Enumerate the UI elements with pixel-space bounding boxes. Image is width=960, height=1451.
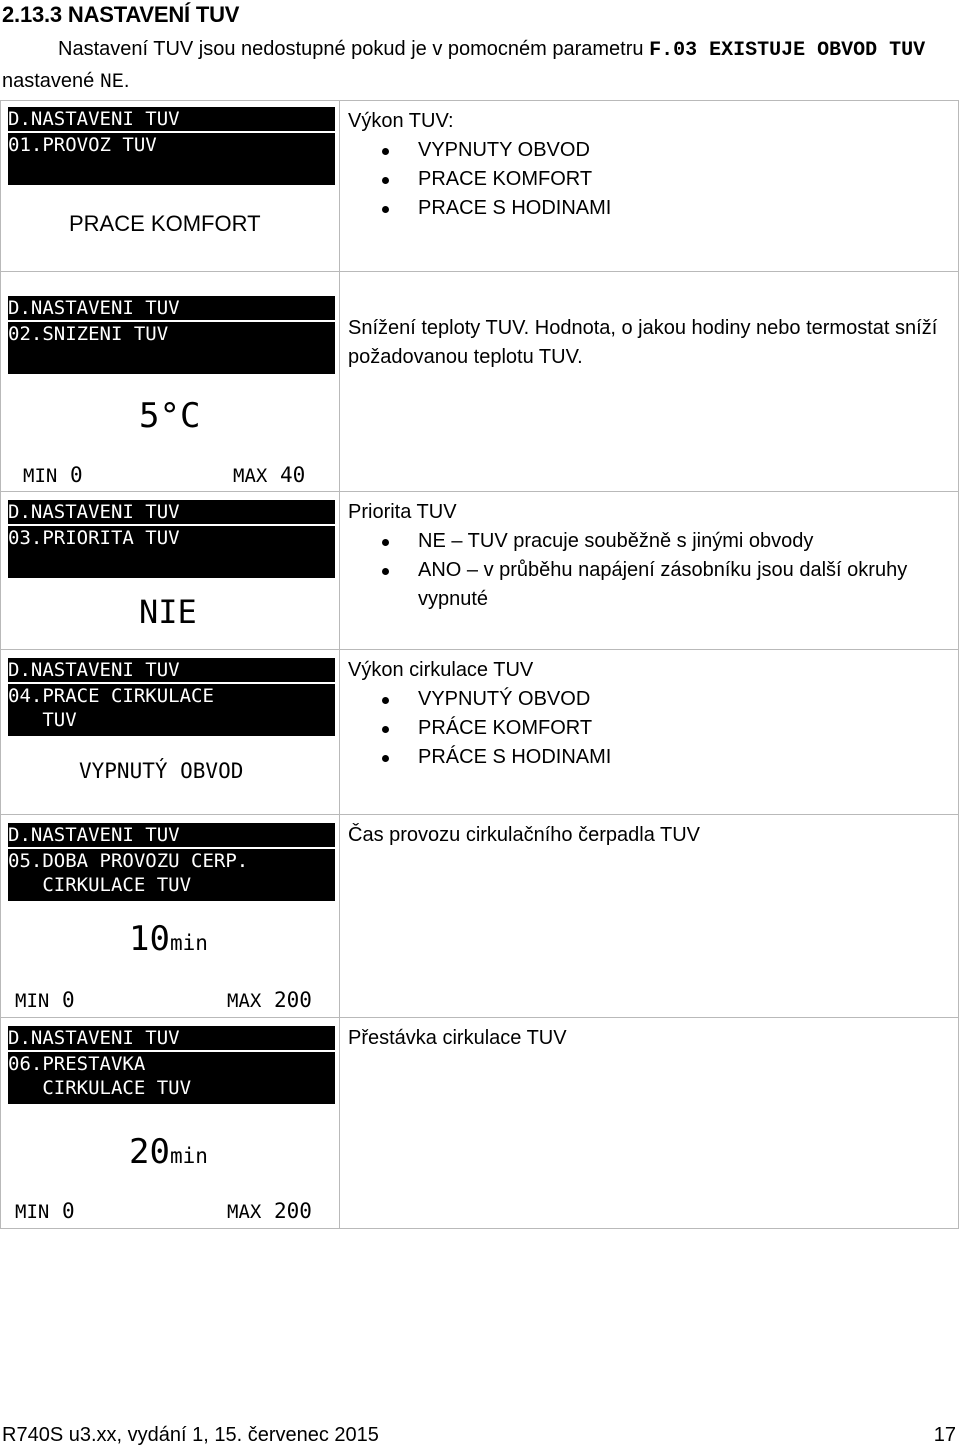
section-intro [2,34,958,98]
parameter-description [340,815,959,1018]
lcd-display [1,1018,340,1229]
lcd-max: MAX 200 [227,988,312,1012]
lcd-bar-parameter [8,849,335,901]
lcd-display [1,815,340,1018]
lcd-value: NIE [139,593,197,631]
intro-parameter-code: F.03 EXISTUJE OBVOD TUV [649,39,926,62]
lcd-bar-parameter [8,1052,335,1104]
lcd-parameter-name: 02.SNIZENI TUV [8,323,169,345]
parameter-description [340,492,959,650]
list-item: ANO – v průběhu napájení zásobníku jsou další okruhy vypnuté [374,556,952,614]
lcd-min: MIN 0 [23,463,83,487]
list-item: VYPNUTY OBVOD [374,136,952,165]
description-title: Přestávka cirkulace TUV [348,1027,567,1049]
table-row [1,492,959,650]
lcd-value: PRACE KOMFORT [69,211,261,236]
parameter-description [340,1018,959,1229]
lcd-parameter-line2: CIRKULACE TUV [8,1077,192,1099]
lcd-max: MAX 200 [227,1199,312,1223]
footer-page-number: 17 [933,1424,956,1446]
parameter-description [340,101,959,272]
lcd-parameter-line1: 04.PRACE CIRKULACE [8,685,214,707]
list-item: PRACE S HODINAMI [374,194,952,223]
option-list [348,685,952,772]
table-row [1,650,959,815]
lcd-parameter-line2: TUV [8,709,77,731]
parameter-description [340,272,959,492]
lcd-value-unit: min [169,931,208,955]
table-row [1,1018,959,1229]
section-heading: 2.13.3 NASTAVENÍ TUV [2,2,240,27]
lcd-bar-menu: D.NASTAVENI TUV [8,1026,335,1050]
lcd-bar-menu: D.NASTAVENI TUV [8,823,335,847]
lcd-bar-menu: D.NASTAVENI TUV [8,658,335,682]
lcd-bar-parameter [8,526,335,578]
lcd-bar-menu: D.NASTAVENI TUV [8,500,335,524]
intro-text-middle: nastavené [2,70,100,92]
lcd-display [1,101,340,272]
lcd-bar-parameter [8,322,335,374]
footer-document-info: R740S u3.xx, vydání 1, 15. červenec 2015 [2,1424,379,1446]
lcd-bar-parameter [8,684,335,736]
description-title: Priorita TUV [348,501,457,523]
lcd-value [129,1132,208,1176]
intro-text: Nastavení TUV jsou nedostupné pokud je v pomocném parametru [58,38,650,60]
lcd-min: MIN 0 [15,1199,75,1223]
table-row [1,272,959,492]
description-title: Výkon TUV: [348,110,454,132]
lcd-value: 5°C [139,396,201,436]
list-item: PRACE KOMFORT [374,165,952,194]
parameters-table [0,100,959,1229]
list-item: VYPNUTÝ OBVOD [374,685,952,714]
lcd-display [1,492,340,650]
list-item: PRÁCE KOMFORT [374,714,952,743]
intro-text-end: . [123,70,130,92]
lcd-bar-menu: D.NASTAVENI TUV [8,107,335,131]
description-title: Výkon cirkulace TUV [348,659,534,681]
option-list [348,136,952,223]
lcd-display [1,272,340,492]
parameter-description [340,650,959,815]
lcd-display [1,650,340,815]
lcd-min: MIN 0 [15,988,75,1012]
lcd-parameter-line2: CIRKULACE TUV [8,874,192,896]
lcd-value [129,919,208,963]
lcd-value-unit: min [169,1144,208,1168]
lcd-parameter-name: 03.PRIORITA TUV [8,527,180,549]
lcd-parameter-name: 01.PROVOZ TUV [8,134,157,156]
table-row [1,815,959,1018]
lcd-max: MAX 40 [233,463,306,487]
lcd-value-number: 10 [129,919,170,959]
description-title: Snížení teploty TUV. Hodnota, o jakou hodiny nebo termostat sníží požadovanou teplotu TUV. [348,317,938,368]
lcd-value-number: 20 [129,1132,170,1172]
lcd-parameter-line1: 06.PRESTAVKA [8,1053,146,1075]
table-row [1,101,959,272]
list-item: NE – TUV pracuje souběžně s jinými obvody [374,527,952,556]
option-list [348,527,952,614]
lcd-value: VYPNUTÝ OBVOD [79,759,244,783]
description-title: Čas provozu cirkulačního čerpadla TUV [348,824,701,846]
lcd-parameter-line1: 05.DOBA PROVOZU CERP. [8,850,249,872]
lcd-bar-menu: D.NASTAVENI TUV [8,296,335,320]
intro-parameter-value: NE [99,71,124,94]
lcd-bar-parameter [8,133,335,185]
list-item: PRÁCE S HODINAMI [374,743,952,772]
